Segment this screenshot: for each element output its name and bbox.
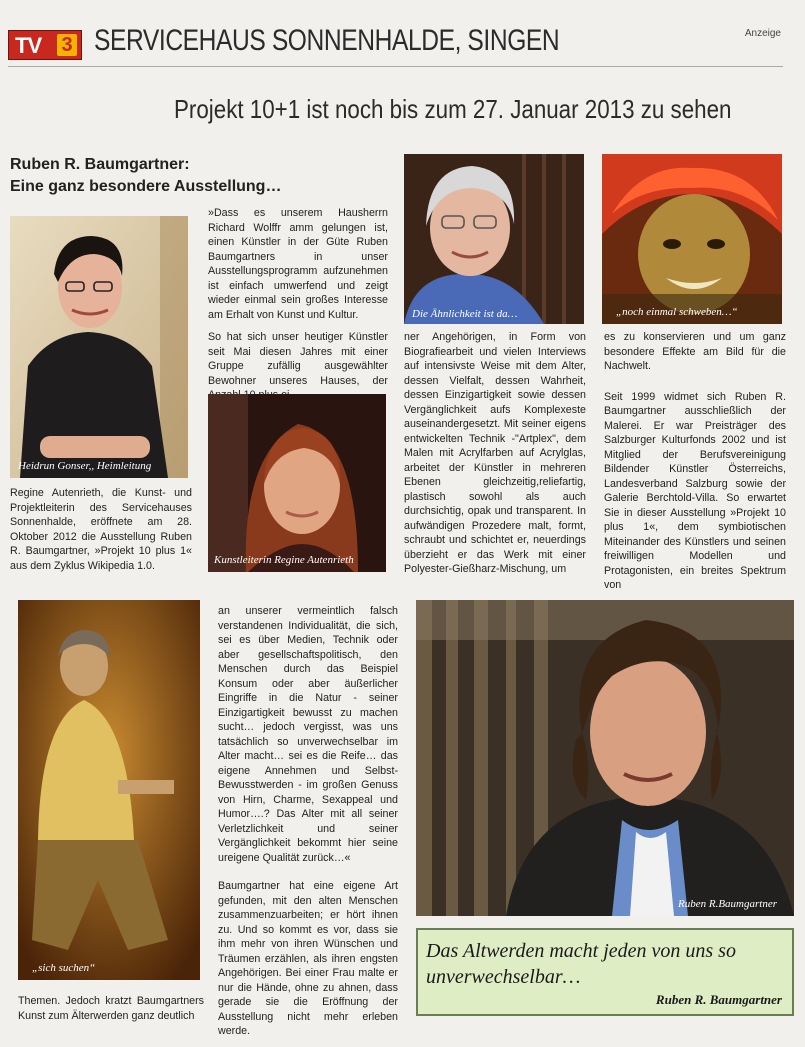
column-3-text: ner Angehörigen, in Form von Biografiearbeit und vielen Interviews auf intensivste Weise mit dem Alter, dessen Vielfalt, dessen Wahrheit, dessen Einzigartigkeit sowie dessen Vergänglichkeit aufs Komplexeste auseinandergesetzt. Mit seiner eigens entwickelten Technik -"Artplex", dem Malen mit Acrylfarben auf Acrylglas, arbeitet der Künstler in mehreren Ebenen gleichzeitig,reliefartig, plastisch sowohl als auch durchsichtig, opak und transparent. In aufwändigen Prozedere malt, formt, schraubt und schichtet er, neuerdings überzieht er das Werk mit einer Polyester-Gießharz-Mischung, um [404, 331, 586, 575]
page-header-title: SERVICEHAUS SONNENHALDE, SINGEN [94, 24, 560, 57]
advertisement-badge: Anzeige [744, 28, 781, 39]
logo-text: TV [15, 33, 42, 58]
portrait-man-curly-hair-image [416, 600, 794, 916]
portrait-elderly-woman-image [404, 154, 584, 324]
caption-schweben: „noch einmal schweben…“ [616, 306, 738, 318]
painting-red-hair-face-image [602, 154, 782, 324]
column-2-paragraph-1: »Dass es unserem Hausherrn Richard Wolffr amm gelungen ist, einen Künstler in der Güte Ruben Baumgartners in unser Ausstellungsprogramm aufzunehmen ist einfach umwerfend und zeigt wieder einmal sein großes Interesse am Erhalt von Kunst und Kultur. [208, 207, 388, 321]
photo-ruben-baumgartner [416, 600, 794, 916]
subhead-line-2: Eine ganz besondere Ausstellung… [10, 178, 282, 195]
column-6-paragraph-1: an unserer vermeintlich falsch verstandenen Individualität, die sich, sei es über Medien, Technik oder aber gesellschaftspolitisch, den Menschen durch das Beispiel Konsum oder aber äußerlicher Eingriffe in die Natur - seiner Einzigartigkeit bewusst zu machen sucht… jedoch vergisst, was uns tatsächlich so unverwechselbar im Alter macht… sei es die Reife… das eigene Annehmen und Selbst-Bewusstwerden - im großen Genuss von Hirn, Charme, Sexappeal und Humor….? Das Alter mit all seiner Verletzlichkeit und seiner Vergänglichkeit bekommt hier seine ureigene Qualität zurück…« [218, 605, 398, 864]
header-divider [8, 66, 783, 67]
caption-sich-suchen: „sich suchen“ [32, 962, 96, 974]
column-6-text [218, 604, 398, 1047]
column-4-paragraph-1: es zu konservieren und um ganz besondere Effekte am Bild für die Nachwelt. [604, 331, 786, 372]
column-5-text: Themen. Jedoch kratzt Baumgartners Kunst zum Älterwerden ganz deutlich [18, 995, 204, 1022]
caption-regine: Kunstleiterin Regine Autenrieth [214, 554, 354, 566]
photo-painting-schweben [602, 154, 782, 324]
portrait-woman-glasses-image [10, 216, 188, 478]
tv3-logo [8, 30, 82, 60]
pull-quote-box [416, 928, 794, 1016]
column-6-paragraph-2: Baumgartner hat eine eigene Art gefunden, mit den alten Menschen zusammenzuarbeiten; er hört ihnen zu. Und so kommt es vor, dass sie ihm mehr von ihren Wünschen und Träumen erzählen, als ihren engsten Angehörigen. Bei einer Frau malte er nur die Hände, ohne zu ahnen, dass gerade sie die Eröffnung der Ausstellung nicht mehr erleben werde. [218, 880, 398, 1037]
pull-quote-text: Das Altwerden macht jeden von uns so unverwechselbar… [426, 940, 736, 988]
logo-number: 3 [57, 34, 77, 56]
pull-quote-author: Ruben R. Baumgartner [655, 992, 782, 1007]
caption-aehnlichkeit: Die Ähnlichkeit ist da… [412, 308, 518, 320]
subhead-line-1: Ruben R. Baumgartner: [10, 156, 190, 173]
column-4-text [604, 330, 786, 601]
photo-elderly-woman [404, 154, 584, 324]
headline: Projekt 10+1 ist noch bis zum 27. Januar 2013 zu sehen [174, 94, 732, 124]
caption-ruben: Ruben R.Baumgartner [678, 898, 777, 910]
portrait-woman-red-hair-image [208, 394, 386, 572]
article-subhead [10, 154, 281, 198]
column-1-text: Regine Autenrieth, die Kunst- und Projektleiterin des Servicehauses Sonnenhalde, eröffnete am 28. Oktober 2012 die Ausstellung Ruben R. Baumgartner, »Projekt 10 plus 1« aus dem Zyklus Wikipedia 1.0. [10, 487, 192, 572]
column-2-text [208, 206, 388, 411]
column-4-paragraph-2: Seit 1999 widmet sich Ruben R. Baumgartner ausschließlich der Malerei. Er war Preisträger des Salzburger Kulturfonds 2002 und ist Mitglied der Berufsvereinigung Bildender Künstler Österreichs, Landesverband Salzburg sowie der Galerie Berchtold-Villa. So erwartet Sie in dieser Ausstellung »Projekt 10 plus 1«, dem symbiotischen Miteinander des Künstlers und seinen freiwilligen Modellen und Protagonisten, ein breites Spektrum von [604, 390, 786, 591]
photo-heidrun-gonser [10, 216, 188, 478]
column-2-paragraph-2: So hat sich unser heutiger Künstler seit Mai diesen Jahres mit einer Gruppe zufällig ausgewählter Bewohner unseres Hauses, der [208, 331, 388, 387]
caption-heidrun: Heidrun Gonser,, Heimleitung [18, 460, 152, 472]
photo-painting-sich-suchen [18, 600, 200, 980]
photo-regine-autenrieth [208, 394, 386, 572]
painting-seated-man-image [18, 600, 200, 980]
